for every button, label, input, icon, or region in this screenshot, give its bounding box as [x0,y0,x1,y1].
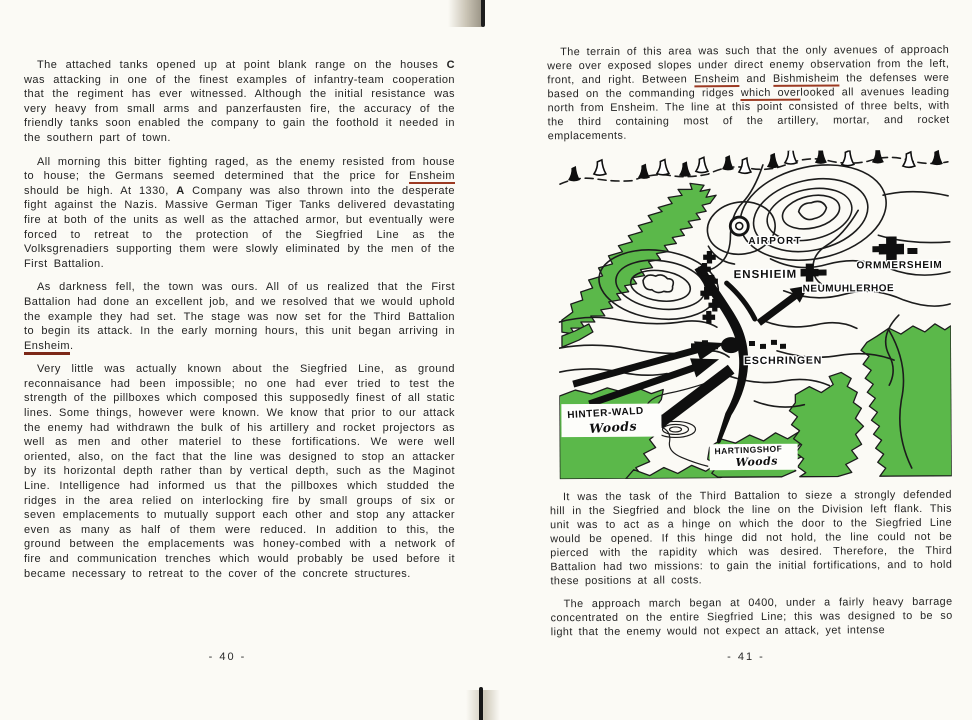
tent-icon [638,164,650,179]
paragraph [547,43,950,143]
neumuhlerhoe-label: NEUMUHLERHOE [802,283,895,295]
text-run: was attacking in one of the finest examples of infantry-team cooperation that the regiment has ever witnessed. Although the initial resistance was very heavy from small arms and panzerfausten fire, the accuracy of the friendly tanks soon enabled the company to gain the foothold it needed in the southern part of town. [24,73,455,144]
text-run: . [69,339,74,352]
text-run: As darkness fell, the town was ours. All of us realized that the First Battalion had done an excellent job, and we resolved that we would uphold the example they had set. The stage was now set for the Third Battalion to begin its attack. In the early morning hours, this unit began arriving in [24,281,455,338]
gutter-shadow-bottom [466,690,500,720]
text-run: Company was also thrown into the desperate fight against the Nazis. Massive German Tiger Tanks delivered devastating fire at both of the units as well as the attached armor, but eventually were forced to retreat to the protection of the Siegfried Line as the Volksgrenadiers supporting them were slowly eliminated by the men of the First Battalion. [24,184,455,270]
paragraph [24,280,455,353]
text-run: A [176,184,185,197]
text-run: Very little was actually known about the Siegfried Line, as ground reconnaisance had been impossible; no one had ever tried to test the strength of the pillboxes which composed this supposedly finest of all static lines. Some things, however were known. We know that prior to our attack the enemy had withdrawn the bulk of his artillery and rocket projectors as well as men and other materiel to these fortifications. We were well oriented, also, on the fact that the line was designed to stop an attacker by its horizontal depth rather than by vertical depth, such as the Maginot Line. Intelligence had informed us that the pillboxes which studded the ridges in the area relied on interlocking fire by small groups of six or seven emplacements to mutually support each other and stop any attacker even as many as half of them were reduced. In addition to this, the ground between the emplacements was honey-combed with a network of fire and communication trenches which would probably be used before it became necessary to retreat to the cover of the concrete structures. [24,363,455,580]
tent-icon [722,155,734,170]
tent-icon [842,150,854,165]
text-run: and [739,72,774,86]
ensheim-label: ENSHIEIM [733,268,798,282]
left-page [24,58,455,590]
woods-strip-upper-left [561,183,717,334]
ormmersheim-label: ORMMERSHEIM [856,259,943,272]
emplacement-belt [560,150,948,184]
text-run: All morning this bitter fighting raged, as the enemy resisted from house to house; the Germans seemed determined that the price for [24,155,455,183]
eschringen-label: ESCHRINGEN [744,354,823,368]
text-run: the defenses were based on the commanding ridges [547,71,950,101]
page-number-right: - 41 - [727,651,765,663]
tent-icon [815,150,827,164]
map-drawing [558,150,952,479]
hinter-wald-label: HINTER-WALD [566,405,645,422]
text-run: C [446,59,455,71]
road-junction [721,337,741,353]
emplacement-tent-icons [568,150,943,182]
gutter-line-bottom [479,687,483,720]
tent-icon [657,159,669,174]
paragraph [24,362,455,581]
text-run: Bishmisheim [772,72,840,85]
paragraph [551,595,953,639]
tent-icon [696,157,708,172]
text-run: The attached tanks opened up at point blank range on the houses [37,59,447,71]
right-page [547,43,953,648]
tent-icon [931,150,943,165]
airport-label: AIRPORT [748,235,802,248]
tent-icon [872,150,884,164]
text-run: Ensheim [409,170,455,183]
paragraph [24,58,455,146]
text-run: Ensheim [694,73,740,86]
tent-icon [739,158,751,173]
tent-icon [594,160,606,175]
text-run: looked all avenues leading north from Ensheim. The line at this point consisted of three belts, with the third containing most of the artillery, mortar, and rocket emplacements. [547,85,950,143]
text-run: It was the task of the Third Battalion to sieze a strongly defended hill in the Siegfried and block the line on the Division left flank. This unit was to act as a hinge on which the door to the Siegfried Line would be opened. If this hinge did not hold, the line could not be pierced with the rapidity which was desired. Therefore, the Third Battalion had two missions: to gain the initial fortifications, and to hold these positions at all costs. [549,488,953,588]
tent-icon [785,150,797,164]
paragraph [24,155,455,272]
page-number-left: - 40 - [208,651,247,663]
hinter-wald-woods-label: Woods [588,418,638,436]
tent-icon [568,166,580,181]
hartingshof-label: HARTINGSHOF [714,443,783,457]
paragraph [550,488,953,588]
text-run: The terrain of this area was such that the only avenues of approach were over exposed slopes under direct enemy observation from the left, front, and right. Between [547,43,950,87]
woods-right-center [789,372,864,476]
text-run: The approach march began at 0400, under a fairly heavy barrage concentrated on the entire Siegfried Line; this was designed to be so light that the enemy would not expect an attack, yet intense [550,595,953,639]
tent-icon [679,161,691,176]
text-run: Ensheim [24,340,70,355]
airport-icon [730,217,748,235]
gutter-line-top [481,0,485,27]
ormmersheim-town-icon [872,236,917,261]
tent-icon [767,153,779,168]
gutter-shadow-top [448,0,482,27]
hill-contours-northeast [731,152,895,274]
hartingshof-woods-label: Woods [735,454,779,470]
text-run: which over [740,86,801,100]
text-run: should be high. At 1330, [24,184,177,197]
situation-map [558,150,952,483]
